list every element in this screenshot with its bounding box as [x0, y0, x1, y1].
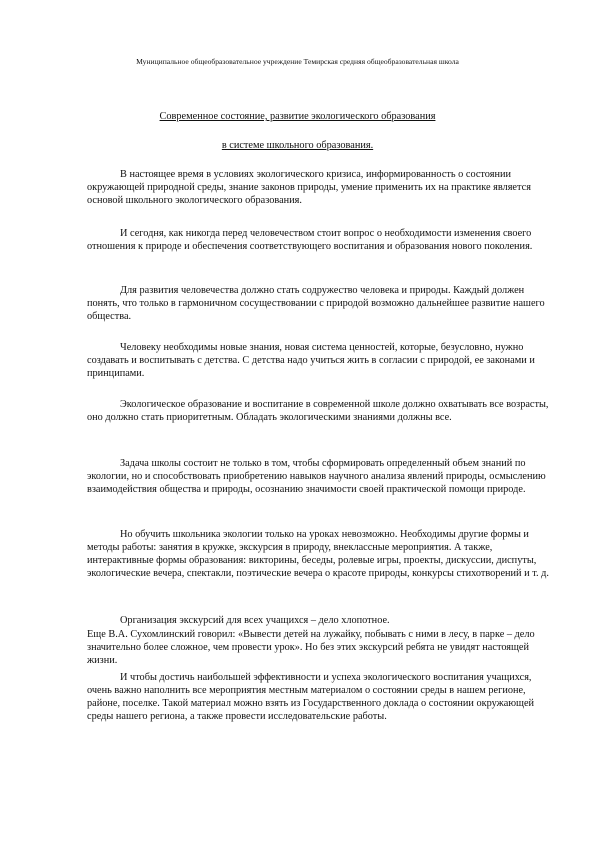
document-title-line-2: в системе школьного образования. [221, 140, 374, 151]
document-title-line-1: Современное состояние, развитие экологического образования [159, 111, 436, 122]
paragraph-8: Организация экскурсий для всех учащихся – дело хлопотное. [120, 615, 390, 626]
paragraph-10: И чтобы достичь наибольшей эффективности и успеха экологического воспитания учащихся, очень важно наполнить все мероприятия местным материалом о состоянии среды в нашем регионе, районе, поселке. Такой материал можно взять из Государственного доклада о состоянии окружающей среды нашего региона, а также провести исследовательские работы. [87, 672, 535, 722]
paragraph-7: Но обучить школьника экологии только на уроках невозможно. Необходимы другие формы и методы работы: занятия в кружке, экскурсия в природу, внеклассные мероприятия. А также, интерактивные формы образования: викторины, беседы, ролевые игры, проекты, дискуссии, диспуты, экологические вечера, спектакли, поэтические вечера о красоте природы, конкурсы стихотворений и т. д. [87, 529, 549, 579]
paragraph-2: И сегодня, как никогда перед человечеством стоит вопрос о необходимости изменения своего отношения к природе и обеспечения соответствующего воспитания и образования нового поколения. [87, 228, 533, 252]
paragraph-3: Для развития человечества должно стать содружество человека и природы. Каждый должен понять, что только в гармоничном сосуществовании с природой возможно дальнейшее развитие нашего общества. [87, 285, 545, 322]
paragraph-9: Еще В.А. Сухомлинский говорил: «Вывести детей на лужайку, побывать с ними в лесу, в парке – дело значительно более сложное, чем провести урок». Но без этих экскурсий ребята не увидят настоящей жизни. [87, 629, 535, 666]
organization-header: Муниципальное общеобразовательное учреждение Темирская средняя общеобразовательная школа [136, 57, 459, 66]
paragraph-6: Задача школы состоит не только в том, чтобы сформировать определенный объем знаний по экологии, но и способствовать приобретению навыков научного анализа явлений природы, осмыслению взаимодействия общества и природы, осознанию значимости своей практической помощи природе. [87, 458, 546, 495]
paragraph-5: Экологическое образование и воспитание в современной школе должно охватывать все возрасты, оно должно стать приоритетным. Обладать экологическими знаниями должны все. [87, 399, 549, 423]
paragraph-1: В настоящее время в условиях экологического кризиса, информированность о состоянии окружающей природной среды, знание законов природы, умение применить их на практике является основой школьного экологического образования. [87, 169, 531, 206]
paragraph-4: Человеку необходимы новые знания, новая система ценностей, которые, безусловно, нужно создавать и воспитывать с детства. С детства надо учиться жить в согласии с природой, ее законами и принципами. [87, 342, 535, 379]
